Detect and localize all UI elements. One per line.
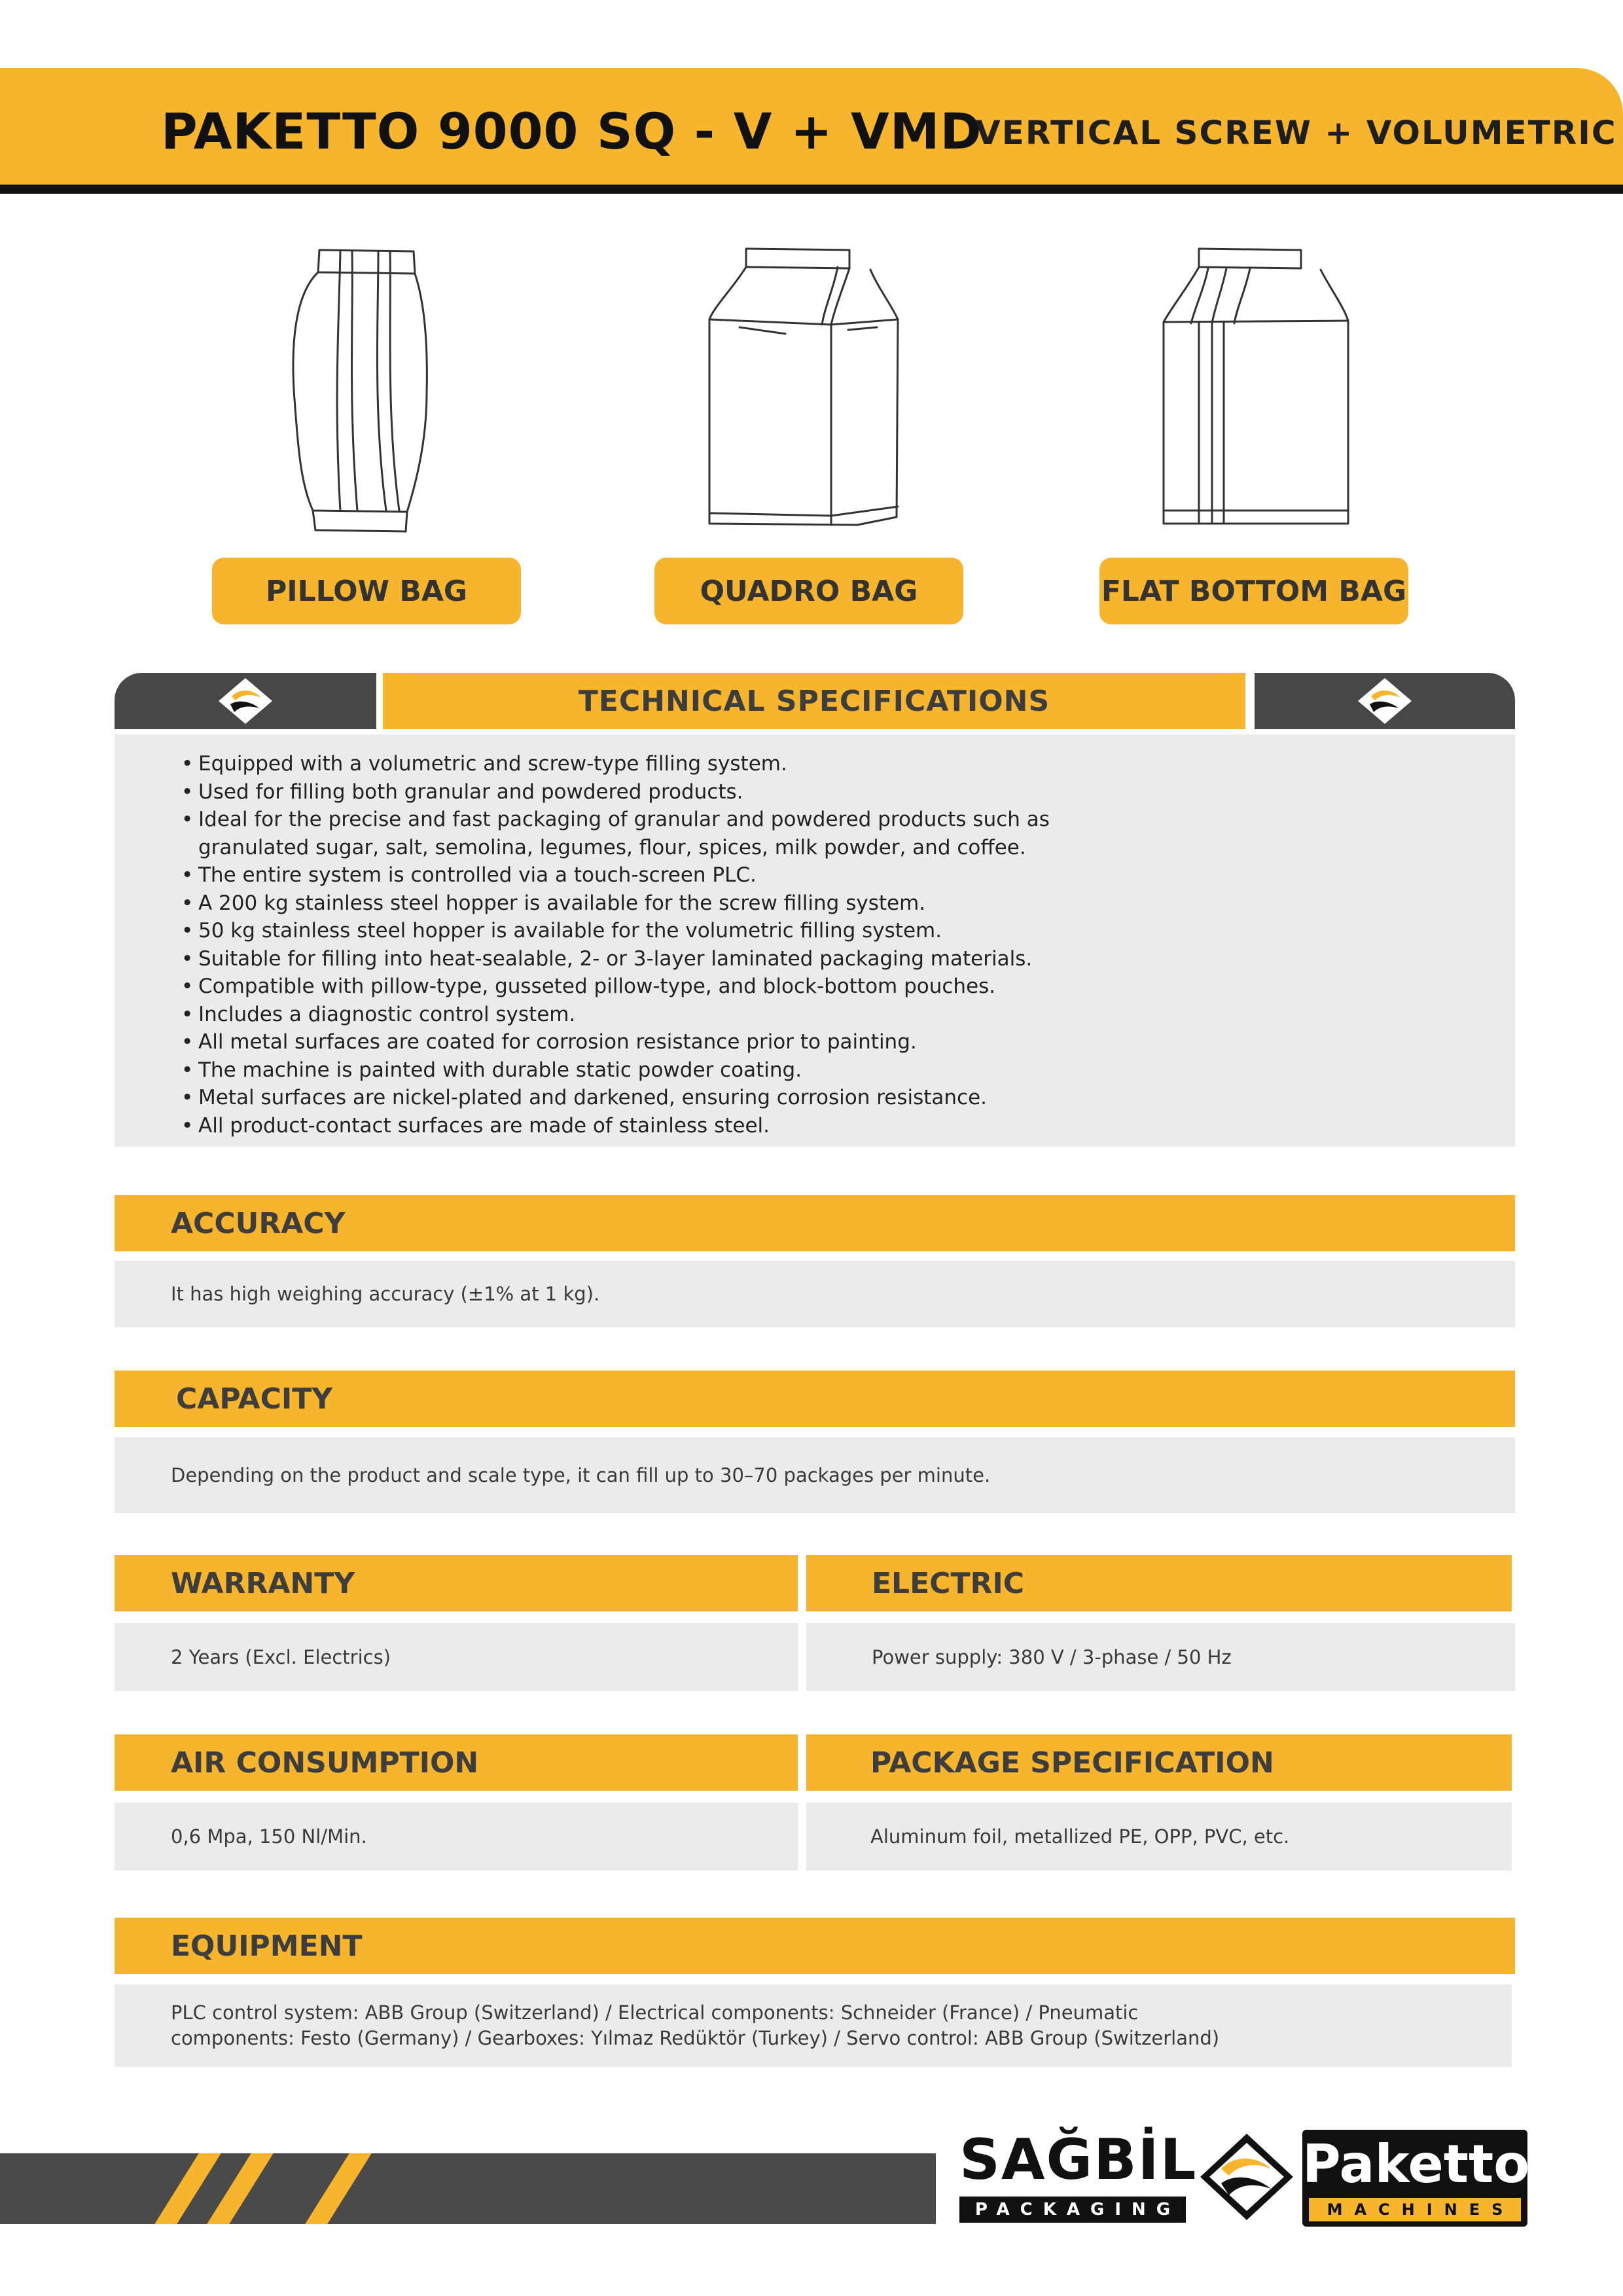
spec-item: • Used for filling both granular and powdered products. (180, 778, 1090, 806)
page-title: PAKETTO 9000 SQ - V + VMD (161, 102, 982, 160)
spec-item: • The machine is painted with durable static powder coating. (180, 1056, 1090, 1085)
sagbil-wordmark: SAĞBİL (959, 2127, 1198, 2193)
tech-specs-title: TECHNICAL SPECIFICATIONS (383, 673, 1245, 729)
spec-item: • Ideal for the precise and fast packaging of granular and powdered products such as granulated sugar, salt, semolina, legumes, flour, spices, milk powder, and coffee. (180, 806, 1090, 861)
spec-item: • Compatible with pillow-type, gusseted pillow-type, and block-bottom pouches. (180, 973, 1090, 1001)
capacity-heading: CAPACITY (115, 1371, 1515, 1427)
air-consumption-heading: AIR CONSUMPTION (115, 1734, 798, 1791)
pillow-bag-icon (262, 242, 478, 537)
spec-item: • Equipped with a volumetric and screw-type filling system. (180, 750, 1090, 778)
spec-item: • All metal surfaces are coated for corrosion resistance prior to painting. (180, 1028, 1090, 1056)
pillow-bag-label: PILLOW BAG (212, 558, 521, 624)
quadro-bag-icon (700, 242, 916, 537)
spec-item: • Metal surfaces are nickel-plated and darkened, ensuring corrosion resistance. (180, 1084, 1090, 1112)
spec-item: • 50 kg stainless steel hopper is available for the volumetric filling system. (180, 917, 1090, 945)
spec-item: • Includes a diagnostic control system. (180, 1001, 1090, 1029)
accuracy-text: It has high weighing accuracy (±1% at 1 kg). (115, 1261, 1515, 1327)
header-rule (0, 185, 1623, 194)
tech-specs-body (115, 734, 1515, 1147)
equipment-line: components: Festo (Germany) / Gearboxes: Yılmaz Redüktör (Turkey) / Servo control: ABB Group (Switzerland) (171, 2027, 1220, 2049)
paketto-wordmark: Paketto (1302, 2134, 1530, 2195)
equipment-line: PLC control system: ABB Group (Switzerland) / Electrical components: Schneider (France) / Pneumatic (171, 2001, 1139, 2024)
package-spec-text: Aluminum foil, metallized PE, OPP, PVC, etc. (806, 1803, 1512, 1871)
warranty-text: 2 Years (Excl. Electrics) (115, 1623, 798, 1691)
equipment-text (115, 1984, 1512, 2067)
capacity-text: Depending on the product and scale type, it can fill up to 30–70 packages per minute. (115, 1437, 1515, 1513)
warranty-heading: WARRANTY (115, 1555, 798, 1611)
package-spec-heading: PACKAGE SPECIFICATION (806, 1734, 1512, 1791)
brand-mark-icon (1355, 675, 1414, 726)
brand-mark-icon (216, 675, 275, 726)
sagbil-tagline: PACKAGING (959, 2197, 1186, 2223)
spec-header-left (115, 673, 376, 729)
air-consumption-text: 0,6 Mpa, 150 Nl/Min. (115, 1803, 798, 1871)
quadro-bag-label: QUADRO BAG (654, 558, 963, 624)
brand-mark-icon (1198, 2131, 1296, 2223)
spec-item: • The entire system is controlled via a touch-screen PLC. (180, 861, 1090, 889)
page-subtitle: VERTICAL SCREW + VOLUMETRIC (975, 114, 1617, 152)
footer-bar (0, 2153, 936, 2224)
spec-item: • A 200 kg stainless steel hopper is available for the screw filling system. (180, 889, 1090, 918)
accuracy-heading: ACCURACY (115, 1195, 1515, 1251)
spec-item: • Suitable for filling into heat-sealable, 2- or 3-layer laminated packaging materials. (180, 945, 1090, 973)
spec-item: • All product-contact surfaces are made of stainless steel. (180, 1112, 1090, 1140)
electric-text: Power supply: 380 V / 3-phase / 50 Hz (806, 1623, 1515, 1691)
electric-heading: ELECTRIC (806, 1555, 1512, 1611)
spec-header-right (1255, 673, 1515, 729)
tech-specs-list (180, 750, 1515, 1139)
flat-bottom-bag-icon (1152, 242, 1368, 537)
flat-bottom-bag-label: FLAT BOTTOM BAG (1099, 558, 1408, 624)
paketto-tagline: MACHINES (1309, 2198, 1521, 2221)
equipment-heading: EQUIPMENT (115, 1918, 1515, 1974)
sagbil-logo (959, 2127, 1198, 2225)
paketto-logo (1302, 2130, 1530, 2227)
